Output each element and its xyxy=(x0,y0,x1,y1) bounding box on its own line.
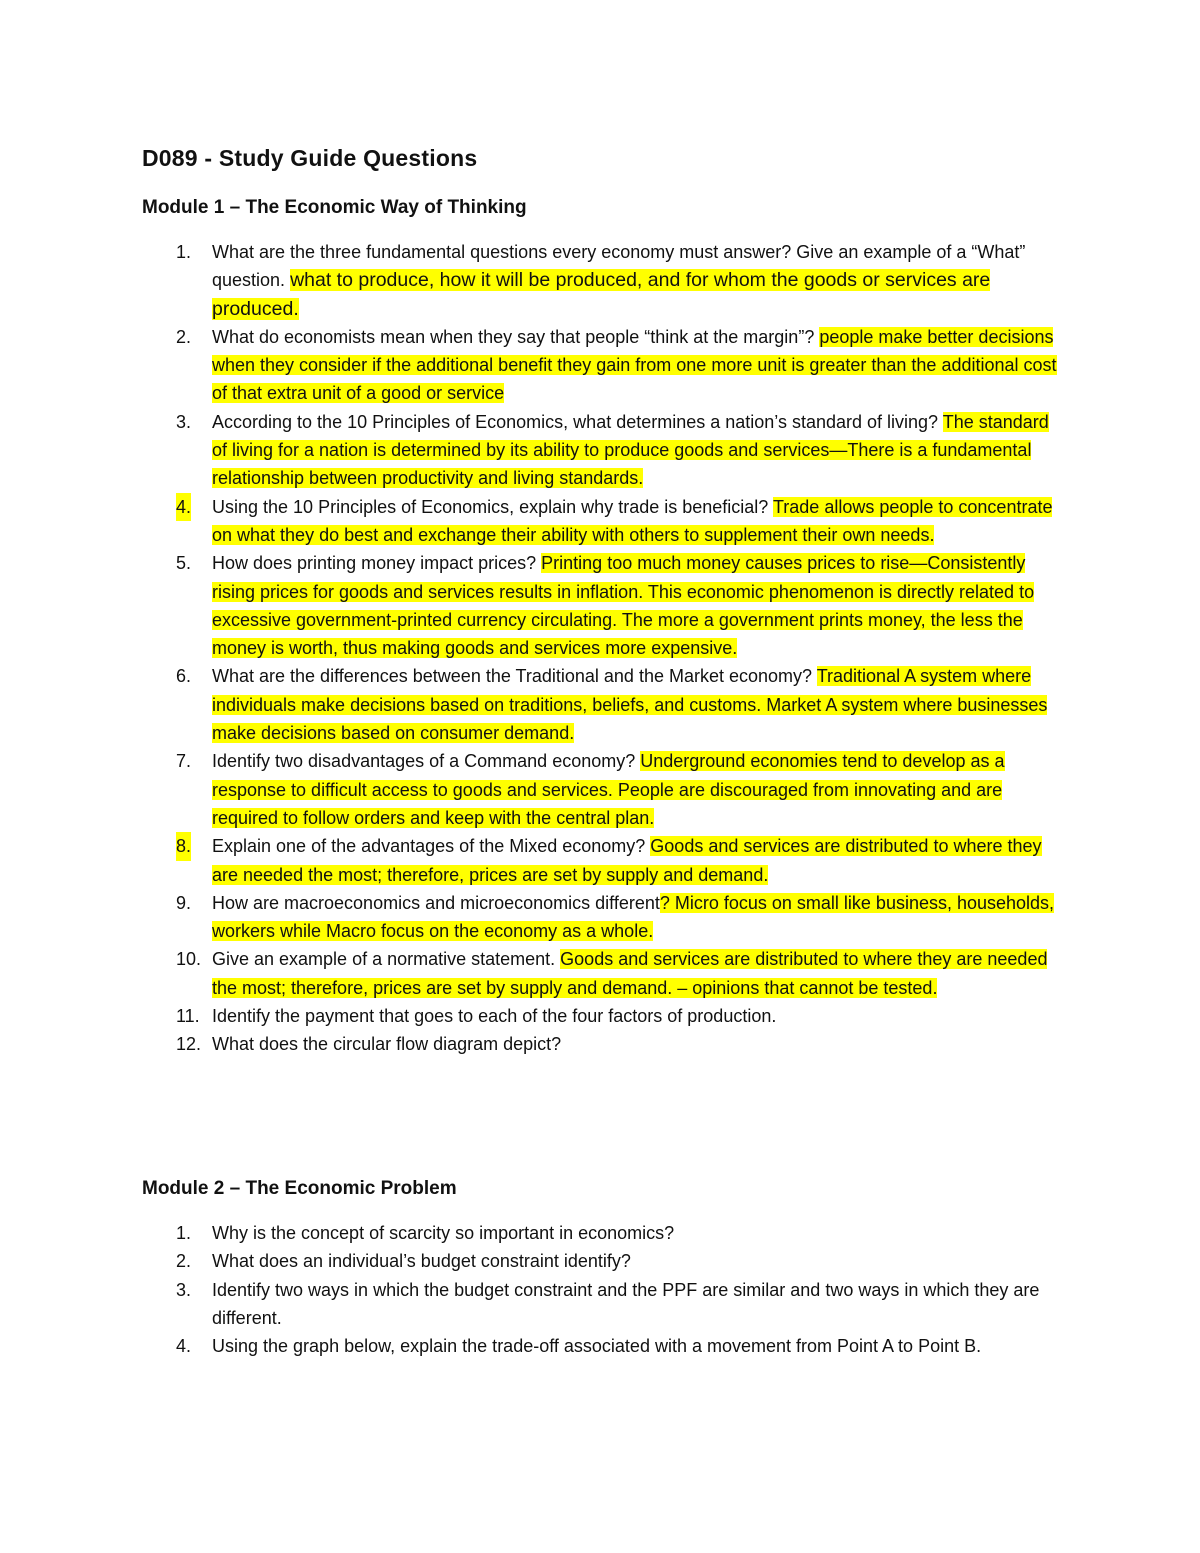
question-text: According to the 10 Principles of Economics, what determines a nation’s standard of living? xyxy=(212,411,943,432)
question-number: 6. xyxy=(176,666,192,687)
question-number: 12. xyxy=(176,1034,202,1055)
question-number: 2. xyxy=(176,326,192,347)
highlighted-answer: Traditional A system where individuals make decisions based on traditions, beliefs, and customs. Market A system where businesses make decisions based on consumer demand. xyxy=(212,666,1048,744)
question-item xyxy=(142,238,1062,323)
question-item xyxy=(142,493,1062,550)
question-item xyxy=(142,323,1062,408)
highlighted-answer: ? Micro focus on small like business, households, workers while Macro focus on the economy as a whole. xyxy=(212,892,1055,942)
document-title: D089 - Study Guide Questions xyxy=(142,145,478,171)
module-1-heading: Module 1 – The Economic Way of Thinking xyxy=(142,197,527,218)
question-text: What do economists mean when they say that people “think at the margin”? xyxy=(212,326,820,347)
highlighted-answer: The standard of living for a nation is determined by its ability to produce goods and services—There is a fundamental relationship between productivity and living standards. xyxy=(212,411,1049,489)
highlighted-answer: what to produce, how it will be produced, and for whom the goods or services are produced. xyxy=(212,269,991,320)
question-text: How does printing money impact prices? xyxy=(212,553,542,574)
highlighted-answer: Underground economies tend to develop as a response to difficult access to goods and services. People are discouraged from innovating and are required to follow orders and keep with the central plan. xyxy=(212,751,1005,828)
question-text: Explain one of the advantages of the Mixed economy? xyxy=(212,836,651,857)
question-number: 4. xyxy=(176,1336,192,1357)
question-number: 7. xyxy=(176,751,192,772)
module-2-heading: Module 2 – The Economic Problem xyxy=(142,1178,457,1199)
question-text: Using the graph below, explain the trade-off associated with a movement from Point A to Point B. xyxy=(212,1336,982,1357)
question-text: Using the 10 Principles of Economics, explain why trade is beneficial? xyxy=(212,496,773,517)
question-text: Why is the concept of scarcity so important in economics? xyxy=(212,1223,675,1243)
question-text: How are macroeconomics and microeconomics different xyxy=(212,892,660,913)
question-number: 11. xyxy=(176,1006,200,1027)
question-number: 4. xyxy=(176,493,191,521)
question-text: What are the three fundamental questions every economy must answer? Give an example of a “What” question. xyxy=(212,242,1026,291)
question-number: 3. xyxy=(176,1279,192,1300)
question-item xyxy=(142,1002,1062,1030)
highlighted-answer: Goods and services are distributed to where they are needed the most; therefore, prices are set by supply and demand. xyxy=(212,836,1042,885)
question-number: 2. xyxy=(176,1251,192,1272)
question-item xyxy=(142,1219,1062,1247)
highlighted-answer: people make better decisions when they consider if the additional benefit they gain from one more unit is greater than the additional cost of that extra unit of a good or service xyxy=(212,326,1057,404)
question-text: Identify the payment that goes to each of the four factors of production. xyxy=(212,1006,777,1027)
question-item xyxy=(142,1247,1062,1275)
question-number: 10. xyxy=(176,949,202,970)
question-item xyxy=(142,889,1062,946)
question-item xyxy=(142,1276,1062,1333)
question-text: What does an individual’s budget constraint identify? xyxy=(212,1251,631,1272)
question-number: 5. xyxy=(176,553,192,574)
question-text: What are the differences between the Traditional and the Market economy? xyxy=(212,666,817,687)
question-text: What does the circular flow diagram depict? xyxy=(212,1034,562,1055)
question-number: 3. xyxy=(176,411,192,432)
question-item xyxy=(142,662,1062,747)
question-item xyxy=(142,1332,1062,1360)
question-item xyxy=(142,1030,1062,1058)
question-item xyxy=(142,747,1062,832)
highlighted-answer: Goods and services are distributed to where they are needed the most; therefore, prices are set by supply and demand. – opinions that cannot be tested. xyxy=(212,949,1048,998)
question-item xyxy=(142,408,1062,493)
question-item xyxy=(142,549,1062,662)
highlighted-answer: Printing too much money causes prices to rise—Consistently rising prices for goods and services results in inflation. This economic phenomenon is directly related to excessive government-printed currency circulating. The more a government prints money, the less the money is worth, thus making goods and services more expensive. xyxy=(212,553,1035,659)
question-number: 8. xyxy=(176,832,191,860)
question-item xyxy=(142,832,1062,889)
question-number: 1. xyxy=(176,242,192,262)
question-text: Identify two disadvantages of a Command economy? xyxy=(212,751,641,772)
highlighted-answer: Trade allows people to concentrate on what they do best and exchange their ability with others to supplement their own needs. xyxy=(212,496,1053,545)
question-number: 1. xyxy=(176,1223,192,1243)
question-text: Give an example of a normative statement. xyxy=(212,949,561,970)
module-2-question-list xyxy=(142,1219,1062,1360)
question-text: Identify two ways in which the budget constraint and the PPF are similar and two ways in which they are different. xyxy=(212,1279,1040,1328)
question-number: 9. xyxy=(176,892,192,913)
module-1-question-list xyxy=(142,238,1062,1059)
question-item xyxy=(142,945,1062,1002)
